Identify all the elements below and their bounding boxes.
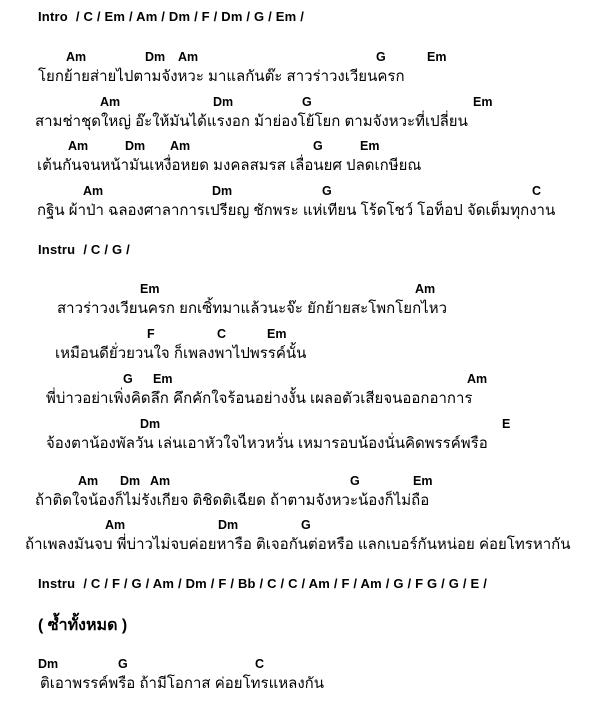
lyric-line [0, 112, 600, 132]
chord-line [0, 185, 600, 199]
repeat-note [0, 613, 600, 638]
chord-label: Dm [140, 417, 161, 431]
lyric-line [0, 535, 600, 555]
chord-line [0, 96, 600, 110]
chord-line [0, 658, 600, 672]
chord-label: Dm [120, 474, 141, 488]
chord-label: Am [467, 372, 488, 386]
chord-label: G [376, 50, 386, 64]
lyric-line [0, 299, 600, 319]
chord-label: C [532, 184, 542, 198]
chord-label: Em [153, 372, 173, 386]
chord-label: F [147, 327, 155, 341]
chord-label: Em [427, 50, 447, 64]
chord-label: Am [105, 518, 126, 532]
lyric-text: จ้องตาน้องพัลวัน เล่นเอาหัวใจไหวหวั่น เหมารอบน้องนั่นคิดพรรค์พรือ [46, 435, 488, 452]
lyric-text: ถ้าเพลงมันจบ พี่บ่าวไม่จบค่อยหารือ ติเจอกันต่อหรือ แลกเบอร์กันหน่อย ค่อยโทรหากัน [25, 536, 571, 553]
chord-line [0, 373, 600, 387]
chord-label: Em [267, 327, 287, 341]
lyric-line [0, 156, 600, 176]
chord-label: G [123, 372, 133, 386]
chord-label: Am [415, 282, 436, 296]
chord-label: Am [170, 139, 191, 153]
lyric-text: โยกย้ายส่ายไปตามจังหวะ มาแลกันต๊ะ สาวร่าวงเวียนครก [38, 68, 405, 85]
chord-label: E [502, 417, 511, 431]
repeat-note-text: ( ซ้ำทั้งหมด ) [38, 617, 128, 634]
lyric-line [0, 389, 600, 409]
chord-label: Dm [125, 139, 146, 153]
lyric-text: สามช่าชุดใหญ่ อ๊ะให้มันได้แรงอก ม้าย่องโย้โยก ตามจังหวะที่เปลี่ยน [35, 113, 468, 130]
chord-label: Dm [213, 95, 234, 109]
chord-label: Dm [38, 657, 59, 671]
chord-label: Em [360, 139, 380, 153]
chord-label: C [255, 657, 265, 671]
lyric-text: พี่บ่าวอย่าเพิ่งคิดลึก คึกคักใจร้อนอย่างงั้น เผลอตัวเสียจนออกอาการ [46, 390, 473, 407]
chord-label: G [118, 657, 128, 671]
lyric-line [0, 67, 600, 87]
section-line [0, 9, 600, 24]
chord-label: Em [473, 95, 493, 109]
chord-label: G [302, 95, 312, 109]
lyric-text: ติเอาพรรค์พรือ ถ้ามีโอกาส ค่อยโทรแหลงกัน [40, 675, 324, 692]
lyric-text: สาวร่าวงเวียนครก ยกเซิ้ทมาแล้วนะจ๊ะ ยักย้ายสะโพกโยกไหว [57, 300, 448, 317]
chord-label: Am [100, 95, 121, 109]
chord-label: Em [413, 474, 433, 488]
chord-label: G [301, 518, 311, 532]
chord-progression: / C / G / [83, 242, 130, 257]
chord-label: Dm [218, 518, 239, 532]
chord-label: Em [140, 282, 160, 296]
lyric-line [0, 434, 600, 454]
lyric-line [0, 674, 600, 694]
lyric-text: กฐิน ผ้าป่า ฉลองศาลาการเปรียญ ชักพระ แห่เทียน โร้ดโชว์ โอท็อป จัดเต็มทุกงาน [37, 202, 556, 219]
chord-label: Dm [145, 50, 166, 64]
chord-progression: / C / Em / Am / Dm / F / Dm / G / Em / [75, 9, 305, 24]
chord-line [0, 328, 600, 342]
section-label: Instru [38, 576, 76, 591]
lyric-line [0, 344, 600, 364]
chord-label: Dm [212, 184, 233, 198]
lyric-text: ถ้าติดใจน้องก็ไม่รังเกียจ ติชิดติเฉียด ถ้าตามจังหวะน้องก็ไม่ถือ [35, 492, 430, 509]
chord-line [0, 51, 600, 65]
chord-label: Am [66, 50, 87, 64]
chord-label: G [350, 474, 360, 488]
chord-label: G [322, 184, 332, 198]
lyric-text: เต้นกันจนหน้ามันเหงื่อหยด มงคลสมรส เลื่อนยศ ปลดเกษียณ [37, 157, 422, 174]
chord-line [0, 283, 600, 297]
chord-label: Am [68, 139, 89, 153]
chord-label: Am [178, 50, 199, 64]
chord-label: Am [150, 474, 171, 488]
lyric-text: เหมือนดียั่วยวนใจ ก็เพลงพาไปพรรค์นั้น [55, 345, 307, 362]
lyric-line [0, 201, 600, 221]
section-label: Intro [38, 9, 68, 24]
chord-line [0, 140, 600, 154]
chord-line [0, 519, 600, 533]
chord-label: Am [78, 474, 99, 488]
lyric-line [0, 491, 600, 511]
chord-label: Am [83, 184, 104, 198]
chord-progression: / C / F / G / Am / Dm / F / Bb / C / C / Am / F / Am / G / F G / G / E / [83, 576, 488, 591]
chord-label: C [217, 327, 227, 341]
chord-line [0, 475, 600, 489]
chord-line [0, 418, 600, 432]
section-label: Instru [38, 242, 76, 257]
section-line [0, 242, 600, 257]
section-line [0, 576, 600, 591]
chord-label: G [313, 139, 323, 153]
